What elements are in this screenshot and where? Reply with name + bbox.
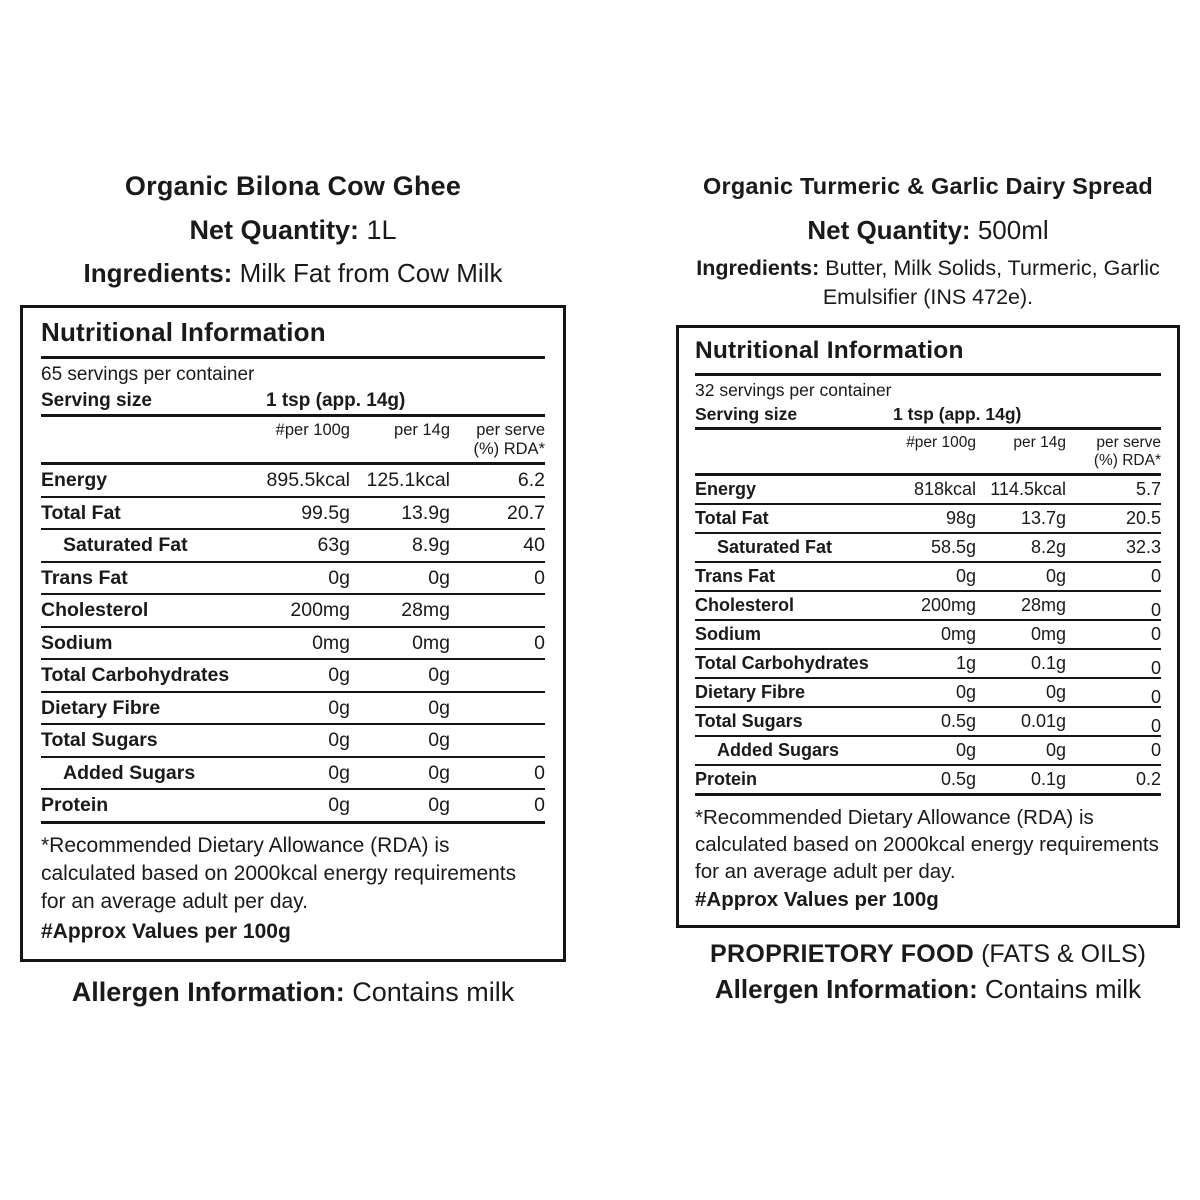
nutrition-table-row bbox=[695, 563, 1161, 592]
nutrition-table-row bbox=[41, 498, 545, 531]
rda-footnote: *Recommended Dietary Allowance (RDA) is calculated based on 2000kcal energy requirements for an average adult per day. bbox=[41, 833, 517, 913]
ingredients-label: Ingredients: bbox=[696, 256, 820, 280]
row-value-per-serve-rda: 5.7 bbox=[1135, 479, 1161, 499]
row-value-per-100g: 0g bbox=[328, 729, 350, 751]
row-value-per-100g: 0g bbox=[328, 761, 350, 784]
row-label: Cholesterol bbox=[41, 599, 149, 621]
nutrition-table-row bbox=[41, 530, 545, 563]
row-value-per-serve-rda: 0 bbox=[1150, 658, 1161, 678]
row-value-per-100g: 200mg bbox=[920, 595, 976, 615]
nutrition-table-row bbox=[41, 465, 545, 498]
allergen-line bbox=[676, 972, 1180, 1006]
row-value-per-14g: 8.2g bbox=[1030, 537, 1066, 557]
nutrition-table-row bbox=[41, 758, 545, 791]
row-value-per-14g: 0g bbox=[428, 761, 450, 784]
proprietory-food-value: (FATS & OILS) bbox=[981, 940, 1146, 968]
row-value-per-100g: 0mg bbox=[940, 624, 976, 644]
label-panel-dairy-spread bbox=[676, 170, 1180, 1006]
row-label: Added Sugars bbox=[717, 740, 840, 760]
row-value-per-14g: 13.7g bbox=[1020, 508, 1066, 528]
row-value-per-100g: 63g bbox=[317, 534, 350, 556]
row-value-per-14g: 0g bbox=[428, 566, 450, 589]
row-value-per-serve-rda: 0.2 bbox=[1135, 769, 1161, 789]
row-value-per-14g: 0mg bbox=[412, 631, 450, 654]
row-value-per-100g: 0g bbox=[328, 566, 350, 589]
row-value-per-100g: 818kcal bbox=[913, 479, 976, 499]
row-value-per-100g: 0g bbox=[955, 740, 976, 760]
row-value-per-14g: 8.9g bbox=[412, 534, 450, 556]
row-label: Added Sugars bbox=[63, 761, 196, 784]
row-value-per-serve-rda: 32.3 bbox=[1125, 537, 1161, 557]
row-value-per-serve-rda: 20.5 bbox=[1125, 508, 1161, 528]
row-label: Total Sugars bbox=[695, 711, 803, 731]
row-value-per-100g: 98g bbox=[945, 508, 976, 528]
row-label: Total Carbohydrates bbox=[41, 664, 230, 686]
nutrition-table-row bbox=[41, 660, 545, 693]
row-value-per-100g: 200mg bbox=[290, 599, 350, 621]
nutrition-table-row bbox=[41, 628, 545, 661]
nutrition-table-row bbox=[41, 725, 545, 758]
row-label: Protein bbox=[41, 794, 109, 816]
nutrition-facts-box bbox=[20, 305, 566, 962]
nutrition-facts-box bbox=[676, 325, 1180, 928]
net-quantity-label: Net Quantity: bbox=[189, 215, 359, 245]
row-value-per-14g: 0.01g bbox=[1020, 711, 1066, 731]
row-value-per-14g: 0g bbox=[428, 664, 450, 686]
ingredients-line bbox=[676, 254, 1180, 312]
proprietory-food-line bbox=[676, 938, 1180, 970]
row-value-per-100g: 895.5kcal bbox=[266, 469, 350, 491]
nutrition-table-row bbox=[695, 621, 1161, 650]
row-value-per-14g: 0g bbox=[428, 696, 450, 719]
column-per-14g: per 14g bbox=[394, 421, 450, 439]
servings-per-container: 32 servings per container bbox=[695, 380, 892, 400]
row-value-per-100g: 1g bbox=[955, 653, 976, 673]
column-spacer bbox=[41, 421, 240, 459]
row-label: Saturated Fat bbox=[717, 537, 833, 557]
ingredients-value: Butter, Milk Solids, Turmeric, Garlic Emulsifier (INS 472e). bbox=[822, 256, 1160, 309]
row-label: Energy bbox=[695, 479, 757, 499]
serving-size-value: 1 tsp (app. 14g) bbox=[266, 390, 406, 411]
label-panel-cow-ghee bbox=[20, 170, 566, 1010]
row-value-per-14g: 0mg bbox=[1030, 624, 1066, 644]
column-per-100g: #per 100g bbox=[275, 421, 350, 439]
row-label: Energy bbox=[41, 469, 108, 491]
nutrition-table-row bbox=[695, 708, 1161, 737]
allergen-label: Allergen Information: bbox=[714, 974, 978, 1004]
nutrition-heading: Nutritional Information bbox=[41, 308, 545, 359]
product-title: Organic Turmeric & Garlic Dairy Spread bbox=[703, 173, 1153, 199]
row-label: Total Sugars bbox=[41, 729, 158, 751]
row-value-per-100g: 99.5g bbox=[301, 501, 350, 524]
product-title: Organic Bilona Cow Ghee bbox=[124, 171, 462, 201]
row-label: Total Fat bbox=[695, 508, 769, 528]
row-value-per-serve-rda: 0 bbox=[1150, 687, 1161, 707]
nutrition-rows bbox=[41, 465, 545, 824]
row-value-per-14g: 114.5kcal bbox=[990, 479, 1066, 499]
row-label: Protein bbox=[695, 769, 758, 789]
nutrition-table-row bbox=[695, 650, 1161, 679]
column-headers bbox=[41, 417, 545, 465]
row-value-per-100g: 0mg bbox=[312, 631, 350, 654]
allergen-label: Allergen Information: bbox=[71, 976, 345, 1007]
column-per-serve-rda: per serve (%) RDA* bbox=[1093, 434, 1161, 469]
serving-size-row bbox=[41, 387, 545, 417]
allergen-value: Contains milk bbox=[352, 976, 515, 1007]
row-value-per-serve-rda: 0 bbox=[534, 566, 545, 589]
row-value-per-serve-rda: 40 bbox=[523, 534, 545, 556]
row-value-per-100g: 0.5g bbox=[940, 711, 976, 731]
row-value-per-100g: 0g bbox=[328, 664, 350, 686]
column-spacer bbox=[695, 434, 876, 470]
row-value-per-serve-rda: 0 bbox=[1150, 740, 1161, 760]
row-value-per-14g: 13.9g bbox=[401, 501, 450, 524]
row-value-per-serve-rda: 0 bbox=[1150, 566, 1161, 586]
nutrition-table-row bbox=[695, 679, 1161, 708]
row-value-per-100g: 58.5g bbox=[930, 537, 976, 557]
nutrition-table-row bbox=[695, 592, 1161, 621]
row-value-per-serve-rda: 0 bbox=[1150, 624, 1161, 644]
serving-size-value: 1 tsp (app. 14g) bbox=[893, 404, 1022, 424]
nutrition-table-row bbox=[41, 693, 545, 726]
nutrition-table-row bbox=[41, 595, 545, 628]
ingredients-line bbox=[20, 254, 566, 292]
row-value-per-14g: 0g bbox=[428, 729, 450, 751]
row-value-per-100g: 0.5g bbox=[940, 769, 976, 789]
row-value-per-14g: 0g bbox=[1045, 566, 1066, 586]
allergen-line bbox=[20, 974, 566, 1010]
row-value-per-14g: 28mg bbox=[401, 599, 450, 621]
nutrition-table-row bbox=[695, 534, 1161, 563]
serving-size-label: Serving size bbox=[41, 390, 152, 411]
row-value-per-14g: 0.1g bbox=[1030, 769, 1066, 789]
serving-size-label: Serving size bbox=[695, 404, 798, 424]
row-label: Saturated Fat bbox=[63, 534, 188, 556]
row-value-per-100g: 0g bbox=[955, 682, 976, 702]
net-quantity-line bbox=[676, 211, 1180, 249]
row-value-per-14g: 0g bbox=[1045, 740, 1066, 760]
row-value-per-serve-rda: 0 bbox=[1150, 716, 1161, 736]
row-value-per-100g: 0g bbox=[328, 794, 350, 816]
approx-values-note: #Approx Values per 100g bbox=[41, 919, 291, 943]
allergen-value: Contains milk bbox=[985, 974, 1142, 1004]
row-value-per-serve-rda: 6.2 bbox=[517, 469, 545, 491]
row-value-per-14g: 28mg bbox=[1020, 595, 1066, 615]
row-value-per-14g: 0.1g bbox=[1030, 653, 1066, 673]
net-quantity-label: Net Quantity: bbox=[807, 215, 971, 245]
nutrition-rows bbox=[695, 476, 1161, 796]
row-label: Dietary Fibre bbox=[695, 682, 806, 702]
net-quantity-value: 1L bbox=[366, 215, 397, 245]
approx-values-note: #Approx Values per 100g bbox=[695, 888, 939, 911]
row-value-per-14g: 0g bbox=[428, 794, 450, 816]
row-label: Cholesterol bbox=[695, 595, 795, 615]
nutrition-table-row bbox=[695, 476, 1161, 505]
row-label: Dietary Fibre bbox=[41, 696, 161, 719]
row-value-per-14g: 0g bbox=[1045, 682, 1066, 702]
row-label: Trans Fat bbox=[41, 566, 128, 589]
net-quantity-value: 500ml bbox=[977, 215, 1049, 245]
nutrition-table-row bbox=[41, 790, 545, 824]
nutrition-table-row bbox=[695, 737, 1161, 766]
nutrition-table-row bbox=[695, 505, 1161, 534]
row-value-per-100g: 0g bbox=[328, 696, 350, 719]
row-label: Sodium bbox=[41, 631, 113, 654]
row-label: Trans Fat bbox=[695, 566, 776, 586]
nutrition-table-row bbox=[695, 766, 1161, 796]
net-quantity-line bbox=[20, 211, 566, 249]
servings-per-container: 65 servings per container bbox=[41, 364, 255, 385]
serving-size-row bbox=[695, 402, 1161, 430]
row-value-per-serve-rda: 0 bbox=[534, 761, 545, 784]
column-headers bbox=[695, 430, 1161, 476]
row-label: Total Carbohydrates bbox=[695, 653, 869, 673]
row-value-per-serve-rda: 0 bbox=[1150, 600, 1161, 620]
row-value-per-serve-rda: 0 bbox=[534, 631, 545, 654]
column-per-100g: #per 100g bbox=[906, 434, 976, 451]
rda-footnote: *Recommended Dietary Allowance (RDA) is calculated based on 2000kcal energy requirements for an average adult per day. bbox=[695, 806, 1159, 883]
proprietory-food-label: PROPRIETORY FOOD bbox=[710, 940, 975, 968]
row-value-per-serve-rda: 20.7 bbox=[507, 501, 545, 524]
row-label: Sodium bbox=[695, 624, 761, 644]
row-value-per-100g: 0g bbox=[955, 566, 976, 586]
row-value-per-14g: 125.1kcal bbox=[366, 469, 450, 491]
column-per-14g: per 14g bbox=[1013, 434, 1066, 451]
row-label: Total Fat bbox=[41, 501, 121, 524]
column-per-serve-rda: per serve (%) RDA* bbox=[473, 421, 545, 458]
nutrition-table-row bbox=[41, 563, 545, 596]
nutrition-heading: Nutritional Information bbox=[695, 328, 1161, 376]
ingredients-label: Ingredients: bbox=[83, 258, 233, 288]
ingredients-value: Milk Fat from Cow Milk bbox=[239, 258, 503, 288]
row-value-per-serve-rda: 0 bbox=[534, 794, 545, 816]
